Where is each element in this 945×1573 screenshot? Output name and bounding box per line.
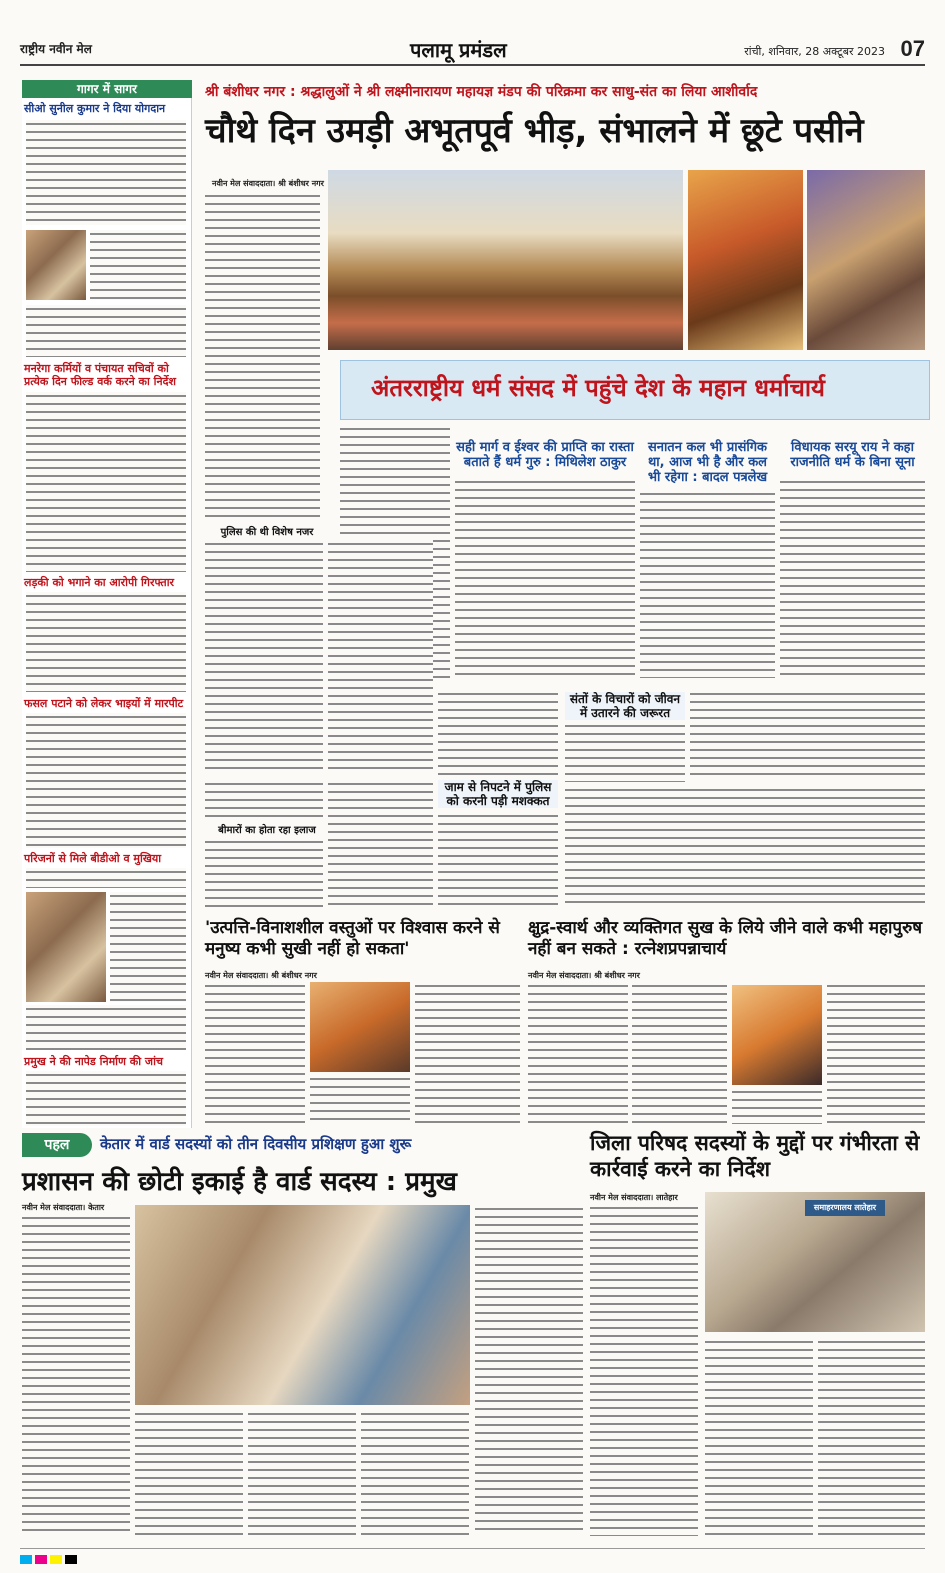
article-text xyxy=(328,540,433,775)
subheading: पुलिस की थी विशेष नजर xyxy=(220,527,314,538)
article-text xyxy=(110,892,186,1002)
article-text xyxy=(26,1071,186,1126)
sidebar-column xyxy=(22,80,192,1128)
article-text xyxy=(640,490,775,678)
story-byline: नवीन मेल संवाददाता। केतार xyxy=(22,1203,105,1212)
article-text xyxy=(26,1005,186,1050)
deity-idol-photo xyxy=(688,170,803,350)
article-text xyxy=(632,982,727,1124)
lead-kicker: श्री बंशीधर नगर : श्रद्धालुओं ने श्री लक्ष्मीनारायण महायज्ञ मंडप की परिक्रमा कर साधु-संत का लिया आशीर्वाद xyxy=(205,84,758,100)
article-text xyxy=(732,1088,822,1124)
article-text xyxy=(705,1338,813,1536)
page-number: 07 xyxy=(900,36,925,61)
saint-photo xyxy=(310,982,410,1072)
subheading: सनातन कल भी प्रासंगिक था, आज भी है और कल भी रहेगा : बादल पत्रलेख xyxy=(647,440,768,485)
subheading: विधायक सरयू राय ने कहा राजनीति धर्म के बिना सूना xyxy=(790,440,915,470)
article-text xyxy=(22,1214,130,1536)
article-text xyxy=(590,1204,698,1536)
dharm-sansad-banner xyxy=(340,360,930,420)
article-text xyxy=(438,690,558,775)
subheading: बीमारों का होता रहा इलाज xyxy=(218,825,316,836)
subheading: सही मार्ग व ईश्वर की प्राप्ति का रास्ता बताते हैं धर्म गुरु : मिथिलेश ठाकुर xyxy=(456,440,634,470)
article-text xyxy=(565,786,925,908)
article-text xyxy=(475,1205,583,1536)
story-byline: नवीन मेल संवाददाता। श्री बंशीधर नगर xyxy=(205,971,317,980)
article-text xyxy=(818,1338,925,1536)
article-text xyxy=(310,1075,410,1124)
official-photo xyxy=(26,230,86,300)
article-text xyxy=(328,780,433,908)
sidebar-headline: प्रमुख ने की नापेड निर्माण की जांच xyxy=(24,1055,163,1068)
newspaper-name: राष्ट्रीय नवीन मेल xyxy=(20,42,92,56)
story-byline: नवीन मेल संवाददाता। श्री बंशीधर नगर xyxy=(528,971,640,980)
article-text xyxy=(827,982,925,1124)
story-headline: क्षुद्र-स्वार्थ और व्यक्तिगत सुख के लिये जीने वाले कभी महापुरुष नहीं बन सकते : रत्नेशप्रपन्नाचार्य xyxy=(528,918,923,959)
banner-text: अंतरराष्ट्रीय धर्म संसद में पहुंचे देश के महान धर्माचार्य xyxy=(371,374,825,402)
subheading: जाम से निपटने में पुलिस को करनी पड़ी मशक्कत xyxy=(438,780,558,808)
article-text xyxy=(690,690,925,780)
sidebar-banner: गागर में सागर xyxy=(22,80,192,98)
article-text xyxy=(780,478,925,678)
article-text xyxy=(26,592,186,692)
article-text xyxy=(90,230,186,300)
article-text xyxy=(205,192,320,522)
article-text xyxy=(565,722,685,782)
story-headline: 'उत्पत्ति-विनाशशील वस्तुओं पर विश्वास करने से मनुष्य कभी सुखी नहीं हो सकता' xyxy=(205,918,500,959)
article-text xyxy=(455,478,635,678)
saint-photo xyxy=(732,985,822,1085)
article-text xyxy=(205,838,323,908)
article-text xyxy=(415,982,520,1124)
section-title: पलामू प्रमंडल xyxy=(410,38,507,62)
article-text xyxy=(26,868,186,888)
sidebar-headline: फसल पटाने को लेकर भाइयों में मारपीट xyxy=(24,697,184,710)
pahal-tag: पहल xyxy=(22,1133,92,1157)
article-text xyxy=(361,1410,469,1536)
article-text xyxy=(248,1410,356,1536)
color-registration-strip xyxy=(20,1548,925,1560)
article-text xyxy=(26,713,186,848)
article-text xyxy=(205,982,305,1124)
sidebar-headline: सीओ सुनील कुमार ने दिया योगदान xyxy=(24,102,166,115)
article-text xyxy=(26,392,186,572)
yagya-crowd-photo xyxy=(328,170,683,350)
subheading: संतों के विचारों को जीवन में उतारने की जरूरत xyxy=(565,692,685,720)
lead-headline: चौथे दिन उमड़ी अभूतपूर्व भीड़, संभालने में छूटे पसीने xyxy=(205,111,864,151)
family-photo xyxy=(26,892,106,1002)
leaders-photo xyxy=(807,170,925,350)
masthead xyxy=(20,36,925,66)
sidebar-headline: मनरेगा कर्मियों व पंचायत सचिवों को प्रत्येक दिन फील्ड वर्क करने का निर्देश xyxy=(24,362,176,388)
article-text xyxy=(528,982,628,1124)
ward-kicker: केतार में वार्ड सदस्यों को तीन दिवसीय प्रशिक्षण हुआ शुरू xyxy=(100,1135,412,1153)
office-sign: समाहरणालय लातेहार xyxy=(805,1200,885,1216)
story-byline: नवीन मेल संवाददाता। लातेहार xyxy=(590,1193,678,1202)
article-text xyxy=(26,120,186,225)
article-text xyxy=(135,1410,243,1536)
ward-headline: प्रशासन की छोटी इकाई है वार्ड सदस्य : प्रमुख xyxy=(22,1167,457,1197)
sidebar-headline: लड़की को भगाने का आरोपी गिरफ्तार xyxy=(24,576,175,589)
article-text xyxy=(26,305,186,357)
meeting-photo xyxy=(705,1192,925,1332)
date-line: रांची, शनिवार, 28 अक्टूबर 2023 xyxy=(744,45,885,58)
article-text xyxy=(205,780,323,820)
sidebar-headline: परिजनों से मिले बीडीओ व मुखिया xyxy=(24,852,162,865)
lead-byline: नवीन मेल संवाददाता। श्री बंशीधर नगर xyxy=(212,179,324,188)
article-text xyxy=(205,540,323,775)
article-text xyxy=(438,812,558,908)
training-photo xyxy=(135,1205,470,1405)
zila-headline: जिला परिषद सदस्यों के मुद्दों पर गंभीरता से कार्रवाई करने का निर्देश xyxy=(590,1131,920,1181)
